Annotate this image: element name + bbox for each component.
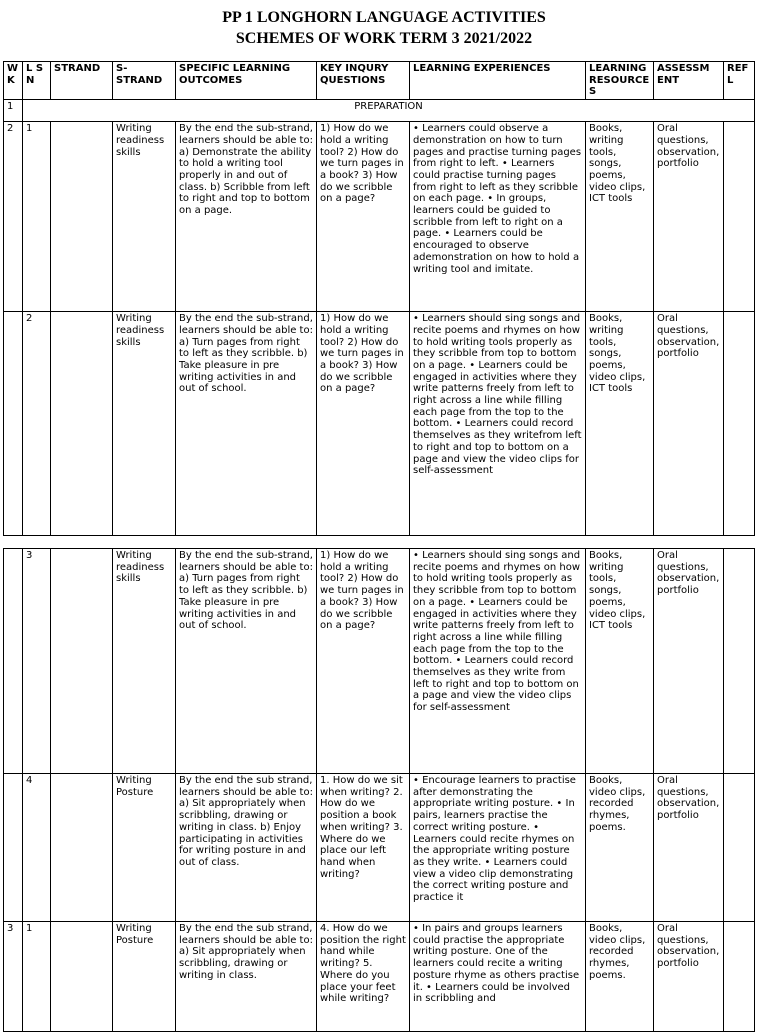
cell-strand bbox=[51, 312, 113, 536]
cell-wk bbox=[4, 312, 23, 536]
table-row bbox=[4, 312, 755, 536]
table-row bbox=[4, 922, 755, 1032]
cell-lsn: 2 bbox=[23, 312, 51, 536]
header-experiences: LEARNING EXPERIENCES bbox=[410, 62, 586, 100]
cell-assessment: Oral questions, observation, portfolio bbox=[654, 312, 724, 536]
prep-wk: 1 bbox=[4, 100, 23, 122]
cell-resources: Books, writing tools, songs, poems, video clips, ICT tools bbox=[586, 122, 654, 312]
header-resources: LEARNING RESOURCE S bbox=[586, 62, 654, 100]
cell-outcomes: By the end the sub-strand, learners should be able to: a) Turn pages from right to left as they scribble. b) Take pleasure in pre writing activities in and out of school. bbox=[176, 312, 317, 536]
cell-strand bbox=[51, 922, 113, 1032]
cell-strand bbox=[51, 774, 113, 922]
cell-experiences: • Learners should sing songs and recite poems and rhymes on how to hold writing tools properly as they scribble from top to bottom on a page. • Learners could be engaged in activities where they write patterns freely from left to right across a line while filling each page from the top to the bottom. • Learners could record themselves as they writefrom left to right and top to bottom on a page and view the video clips for self-assessment bbox=[410, 312, 586, 536]
cell-ref bbox=[724, 312, 755, 536]
cell-outcomes: By the end the sub strand, learners should be able to: a) Sit appropriately when scribbling, drawing or writing in class. bbox=[176, 922, 317, 1032]
preparation-row bbox=[4, 100, 755, 122]
cell-sub-strand: Writing Posture bbox=[113, 774, 176, 922]
cell-outcomes: By the end the sub-strand, learners should be able to: a) Demonstrate the ability to hold a writing tool properly in and out of class. b) Scribble from left to right and top to bottom on a page. bbox=[176, 122, 317, 312]
cell-sub-strand: Writing readiness skills bbox=[113, 122, 176, 312]
cell-assessment: Oral questions, observation, portfolio bbox=[654, 549, 724, 774]
cell-ref bbox=[724, 774, 755, 922]
cell-resources: Books, video clips, recorded rhymes, poems. bbox=[586, 922, 654, 1032]
cell-lsn: 4 bbox=[23, 774, 51, 922]
cell-assessment: Oral questions, observation, portfolio bbox=[654, 922, 724, 1032]
header-ref: REF L bbox=[724, 62, 755, 100]
cell-wk bbox=[4, 774, 23, 922]
cell-wk: 3 bbox=[4, 922, 23, 1032]
cell-sub-strand: Writing Posture bbox=[113, 922, 176, 1032]
cell-experiences: • Encourage learners to practise after demonstrating the appropriate writing posture. • In pairs, learners practise the correct writing posture. • Learners could recite rhymes on the appropriate writing posture as they write. • Learners could view a video clip demonstrating the correct writing posture and practice it bbox=[410, 774, 586, 922]
cell-strand bbox=[51, 122, 113, 312]
cell-resources: Books, writing tools, songs, poems, video clips, ICT tools bbox=[586, 549, 654, 774]
cell-assessment: Oral questions, observation, portfolio bbox=[654, 122, 724, 312]
header-questions: KEY INQURY QUESTIONS bbox=[317, 62, 410, 100]
cell-wk: 2 bbox=[4, 122, 23, 312]
cell-resources: Books, video clips, recorded rhymes, poems. bbox=[586, 774, 654, 922]
cell-sub-strand: Writing readiness skills bbox=[113, 312, 176, 536]
cell-questions: 1. How do we sit when writing? 2. How do we position a book when writing? 3. Where do we place our left hand when writing? bbox=[317, 774, 410, 922]
scheme-table-page-1 bbox=[3, 61, 755, 536]
cell-lsn: 1 bbox=[23, 122, 51, 312]
cell-questions: 1) How do we hold a writing tool? 2) How do we turn pages in a book? 3) How do we scribble on a page? bbox=[317, 312, 410, 536]
cell-ref bbox=[724, 122, 755, 312]
cell-wk bbox=[4, 549, 23, 774]
cell-sub-strand: Writing readiness skills bbox=[113, 549, 176, 774]
cell-experiences: • Learners could observe a demonstration on how to turn pages and practise turning pages from right to left. • Learners could practise turning pages from right to left as they scribble on each page. • In groups, learners could be guided to scribble from left to right on a page. • Learners could be encouraged to observe ademonstration on how to hold a writing tool and imitate. bbox=[410, 122, 586, 312]
table-row bbox=[4, 774, 755, 922]
header-outcomes: SPECIFIC LEARNING OUTCOMES bbox=[176, 62, 317, 100]
cell-questions: 1) How do we hold a writing tool? 2) How do we turn pages in a book? 3) How do we scribble on a page? bbox=[317, 122, 410, 312]
cell-assessment: Oral questions, observation, portfolio bbox=[654, 774, 724, 922]
table-header-row bbox=[4, 62, 755, 100]
prep-label: PREPARATION bbox=[23, 100, 755, 122]
cell-experiences: • In pairs and groups learners could practise the appropriate writing posture. One of the learners could recite a writing posture rhyme as others practise it. • Learners could be involved in scribbling and bbox=[410, 922, 586, 1032]
cell-experiences: • Learners should sing songs and recite poems and rhymes on how to hold writing tools properly as they scribble from top to bottom on a page. • Learners could be engaged in activities where they write patterns freely from left to right across a line while filling each page from the top to the bottom. • Learners could record themselves as they write from left to right and top to bottom on a page and view the video clips for self-assessment bbox=[410, 549, 586, 774]
table-row bbox=[4, 122, 755, 312]
document-title: PP 1 LONGHORN LANGUAGE ACTIVITIES bbox=[222, 9, 546, 26]
cell-outcomes: By the end the sub-strand, learners should be able to: a) Turn pages from right to left as they scribble. b) Take pleasure in pre writing activities in and out of school. bbox=[176, 549, 317, 774]
cell-lsn: 3 bbox=[23, 549, 51, 774]
cell-lsn: 1 bbox=[23, 922, 51, 1032]
cell-questions: 4. How do we position the right hand while writing? 5. Where do you place your feet while writing? bbox=[317, 922, 410, 1032]
document-subtitle: SCHEMES OF WORK TERM 3 2021/2022 bbox=[235, 30, 533, 47]
cell-questions: 1) How do we hold a writing tool? 2) How do we turn pages in a book? 3) How do we scribble on a page? bbox=[317, 549, 410, 774]
cell-strand bbox=[51, 549, 113, 774]
scheme-table-page-2 bbox=[3, 548, 755, 1032]
cell-ref bbox=[724, 549, 755, 774]
cell-outcomes: By the end the sub strand, learners should be able to: a) Sit appropriately when scribbling, drawing or writing in class. b) Enjoy participating in activities for writing posture in and out of class. bbox=[176, 774, 317, 922]
header-strand: STRAND bbox=[51, 62, 113, 100]
header-wk: W K bbox=[4, 62, 23, 100]
header-sub-strand: S- STRAND bbox=[113, 62, 176, 100]
cell-ref bbox=[724, 922, 755, 1032]
header-lsn: L S N bbox=[23, 62, 51, 100]
cell-resources: Books, writing tools, songs, poems, video clips, ICT tools bbox=[586, 312, 654, 536]
header-assessment: ASSESSM ENT bbox=[654, 62, 724, 100]
table-row bbox=[4, 549, 755, 774]
